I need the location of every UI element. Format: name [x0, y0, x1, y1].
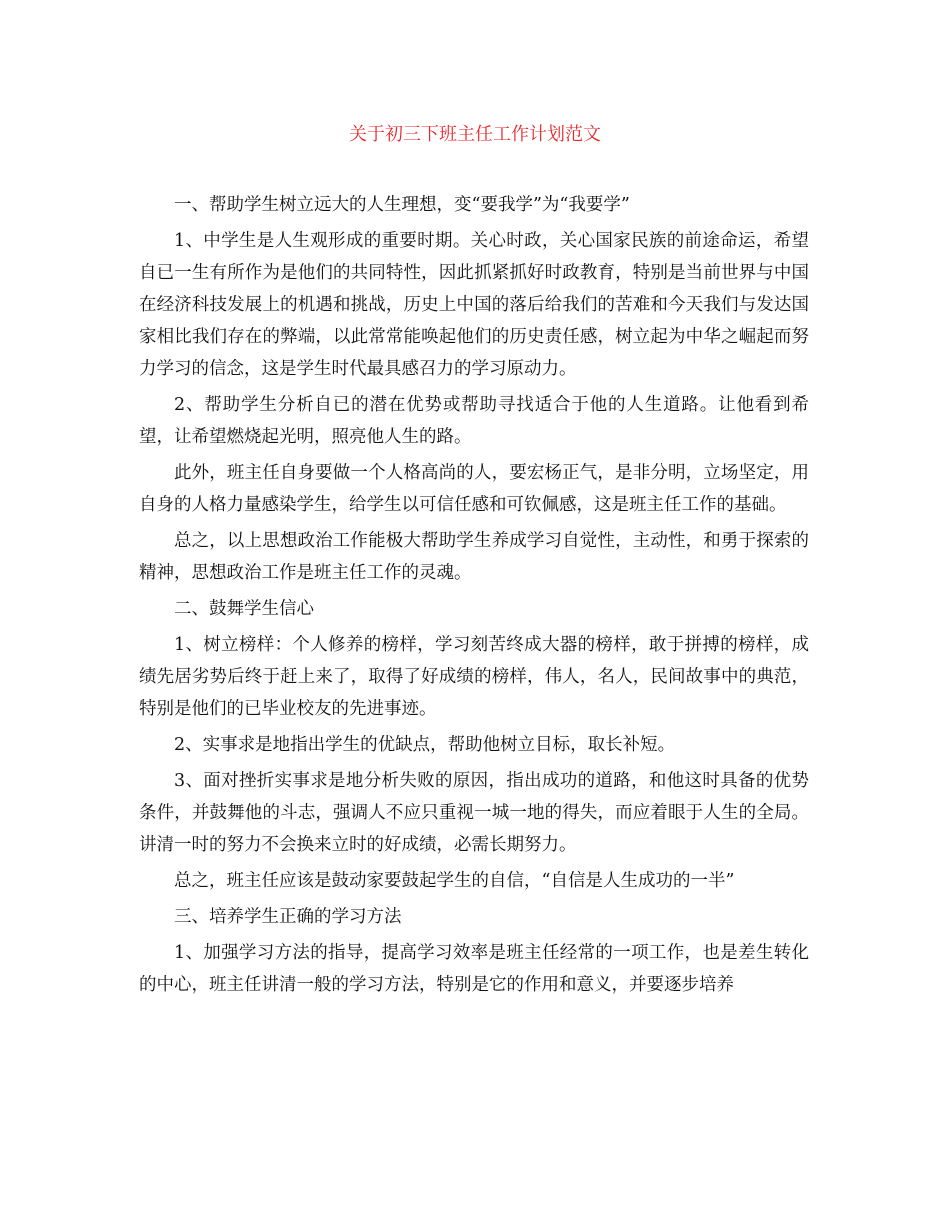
paragraph: 此外，班主任自身要做一个人格高尚的人，要宏杨正气，是非分明，立场坚定，用自身的人格力量感染学生，给学生以可信任感和可钦佩感，这是班主任工作的基础。 — [139, 463, 809, 515]
paragraph: 1、树立榜样：个人修养的榜样，学习刻苦终成大器的榜样，敢于拼搏的榜样，成绩先居劣势后终于赶上来了，取得了好成绩的榜样，伟人，名人，民间故事中的典范，特别是他们的已毕业校友的先进事迹。 — [139, 635, 809, 719]
paragraph: 1、加强学习方法的指导，提高学习效率是班主任经常的一项工作，也是差生转化的中心，班主任讲清一般的学习方法，特别是它的作用和意义，并要逐步培养 — [139, 943, 809, 995]
paragraph: 总之，班主任应该是鼓动家要鼓起学生的自信，“自信是人生成功的一半” — [174, 871, 735, 891]
paragraph: 总之，以上思想政治工作能极大帮助学生养成学习自觉性，主动性，和勇于探索的精神，思想政治工作是班主任工作的灵魂。 — [139, 531, 809, 583]
paragraph: 一、帮助学生树立远大的人生理想，变“要我学”为“我要学” — [174, 195, 630, 215]
section-heading: 二、鼓舞学生信心 — [174, 599, 314, 619]
paragraph: 3、面对挫折实事求是地分析失败的原因，指出成功的道路，和他这时具备的优势条件，并鼓舞他的斗志，强调人不应只重视一城一地的得失，而应着眼于人生的全局。讲清一时的努力不会换来立时的好成绩，必需长期努力。 — [139, 771, 809, 855]
paragraph: 1、中学生是人生观形成的重要时期。关心时政，关心国家民族的前途命运，希望自已一生有所作为是他们的共同特性，因此抓紧抓好时政教育，特别是当前世界与中国在经济科技发展上的机遇和挑战，历史上中国的落后给我们的苦难和今天我们与发达国家相比我们存在的弊端，以此常常能唤起他们的历史责任感，树立起为中华之崛起而努力学习的信念，这是学生时代最具感召力的学习原动力。 — [139, 231, 809, 379]
document-body — [139, 189, 809, 1005]
paragraph: 2、实事求是地指出学生的优缺点，帮助他树立目标，取长补短。 — [174, 735, 676, 755]
paragraph: 2、帮助学生分析自已的潜在优势或帮助寻找适合于他的人生道路。让他看到希望，让希望燃烧起光明，照亮他人生的路。 — [139, 395, 809, 447]
document-title: 关于初三下班主任工作计划范文 — [349, 124, 601, 145]
section-heading: 三、培养学生正确的学习方法 — [174, 907, 402, 927]
